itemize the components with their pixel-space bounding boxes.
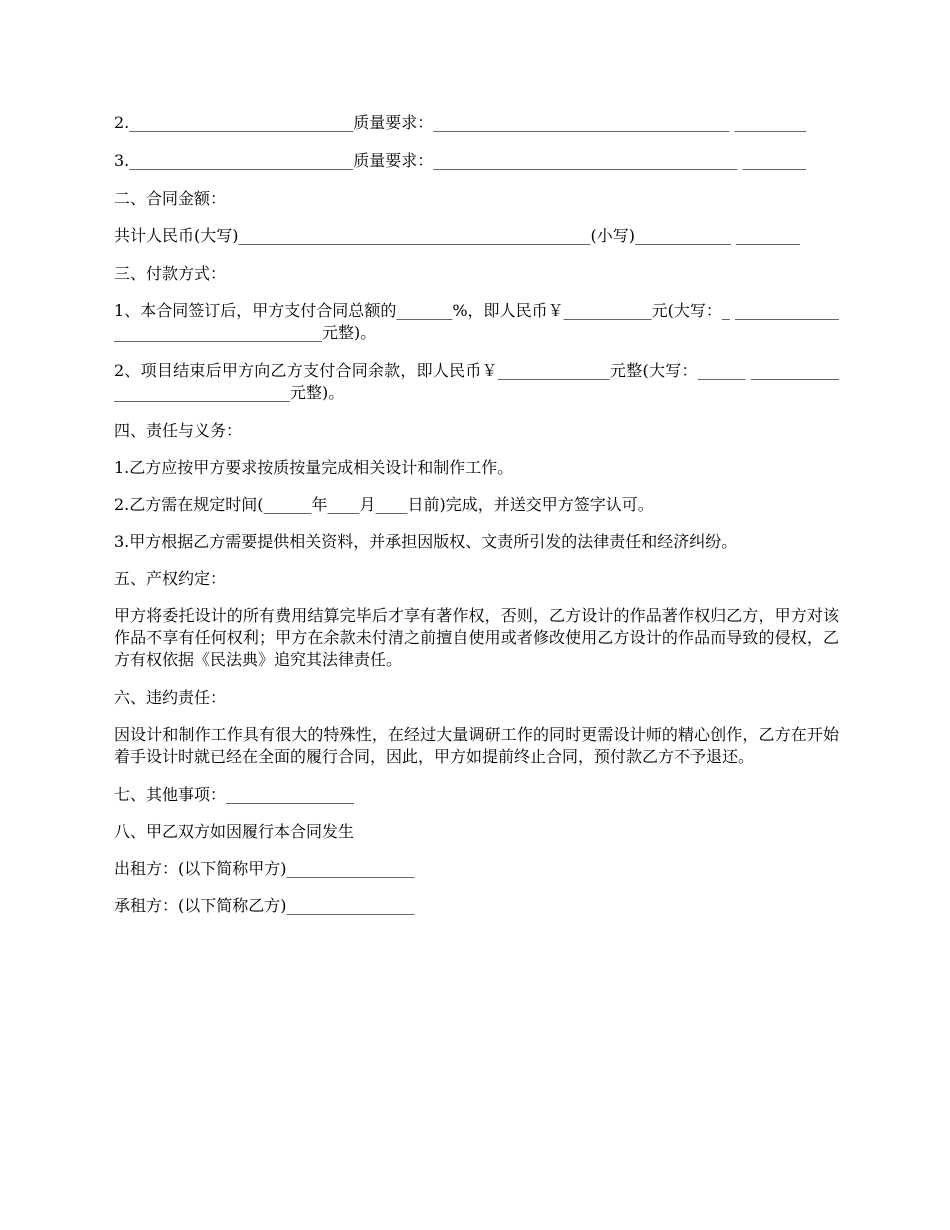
responsibility-clause-2: 2.乙方需在规定时间(______年____月____日前)完成，并送交甲方签字认可。 bbox=[114, 495, 654, 514]
payment-clause-2: 2、项目结束后甲方向乙方支付合同余款，即人民币￥______________元整(大写：______ _________________________________元整)。 bbox=[114, 361, 839, 402]
breach-liability-paragraph: 因设计和制作工作具有很大的特殊性，在经过大量调研工作的同时更需设计师的精心创作，乙方在开始着手设计时就已经在全面的履行合同，因此，甲方如提前终止合同，预付款乙方不予退还。 bbox=[114, 725, 839, 766]
section-heading-responsibilities: 四、责任与义务： bbox=[114, 421, 243, 440]
section-heading-payment-method: 三、付款方式： bbox=[114, 264, 227, 283]
property-rights-paragraph: 甲方将委托设计的所有费用结算完毕后才享有著作权，否则，乙方设计的作品著作权归乙方，甲方对该作品不享有任何权利；甲方在余款未付清之前擅自使用或者修改使用乙方设计的作品而导致的侵权，乙方有权依据《民法典》追究其法律责任。 bbox=[114, 606, 839, 669]
section-heading-property-rights: 五、产权约定： bbox=[114, 569, 227, 588]
contract-page bbox=[114, 112, 839, 932]
section-heading-contract-amount: 二、合同金额： bbox=[114, 189, 227, 208]
quality-item-2: 2.____________________________质量要求：_____________________________________ _________ bbox=[114, 113, 807, 132]
lessor-signature-line: 出租方：(以下简称甲方)________________ bbox=[114, 859, 415, 878]
responsibility-clause-3: 3.甲方根据乙方需要提供相关资料，并承担因版权、文责所引发的法律责任和经济纠纷。 bbox=[114, 532, 738, 551]
payment-clause-1: 1、本合同签订后，甲方支付合同总额的_______%，即人民币￥___________元(大写：_ _______________________________________元整)。 bbox=[114, 301, 839, 342]
section-heading-other-matters: 七、其他事项：________________ bbox=[114, 785, 355, 804]
contract-amount-line: 共计人民币(大写)____________________________________________(小写)____________ ________ bbox=[114, 226, 801, 245]
lessee-signature-line: 承租方：(以下简称乙方)________________ bbox=[114, 896, 415, 915]
section-heading-breach-liability: 六、违约责任： bbox=[114, 688, 227, 707]
section-heading-dispute: 八、甲乙双方如因履行本合同发生 bbox=[114, 822, 355, 841]
responsibility-clause-1: 1.乙方应按甲方要求按质按量完成相关设计和制作工作。 bbox=[114, 458, 514, 477]
quality-item-3: 3.____________________________质量要求：______________________________________ ________ bbox=[114, 151, 807, 170]
